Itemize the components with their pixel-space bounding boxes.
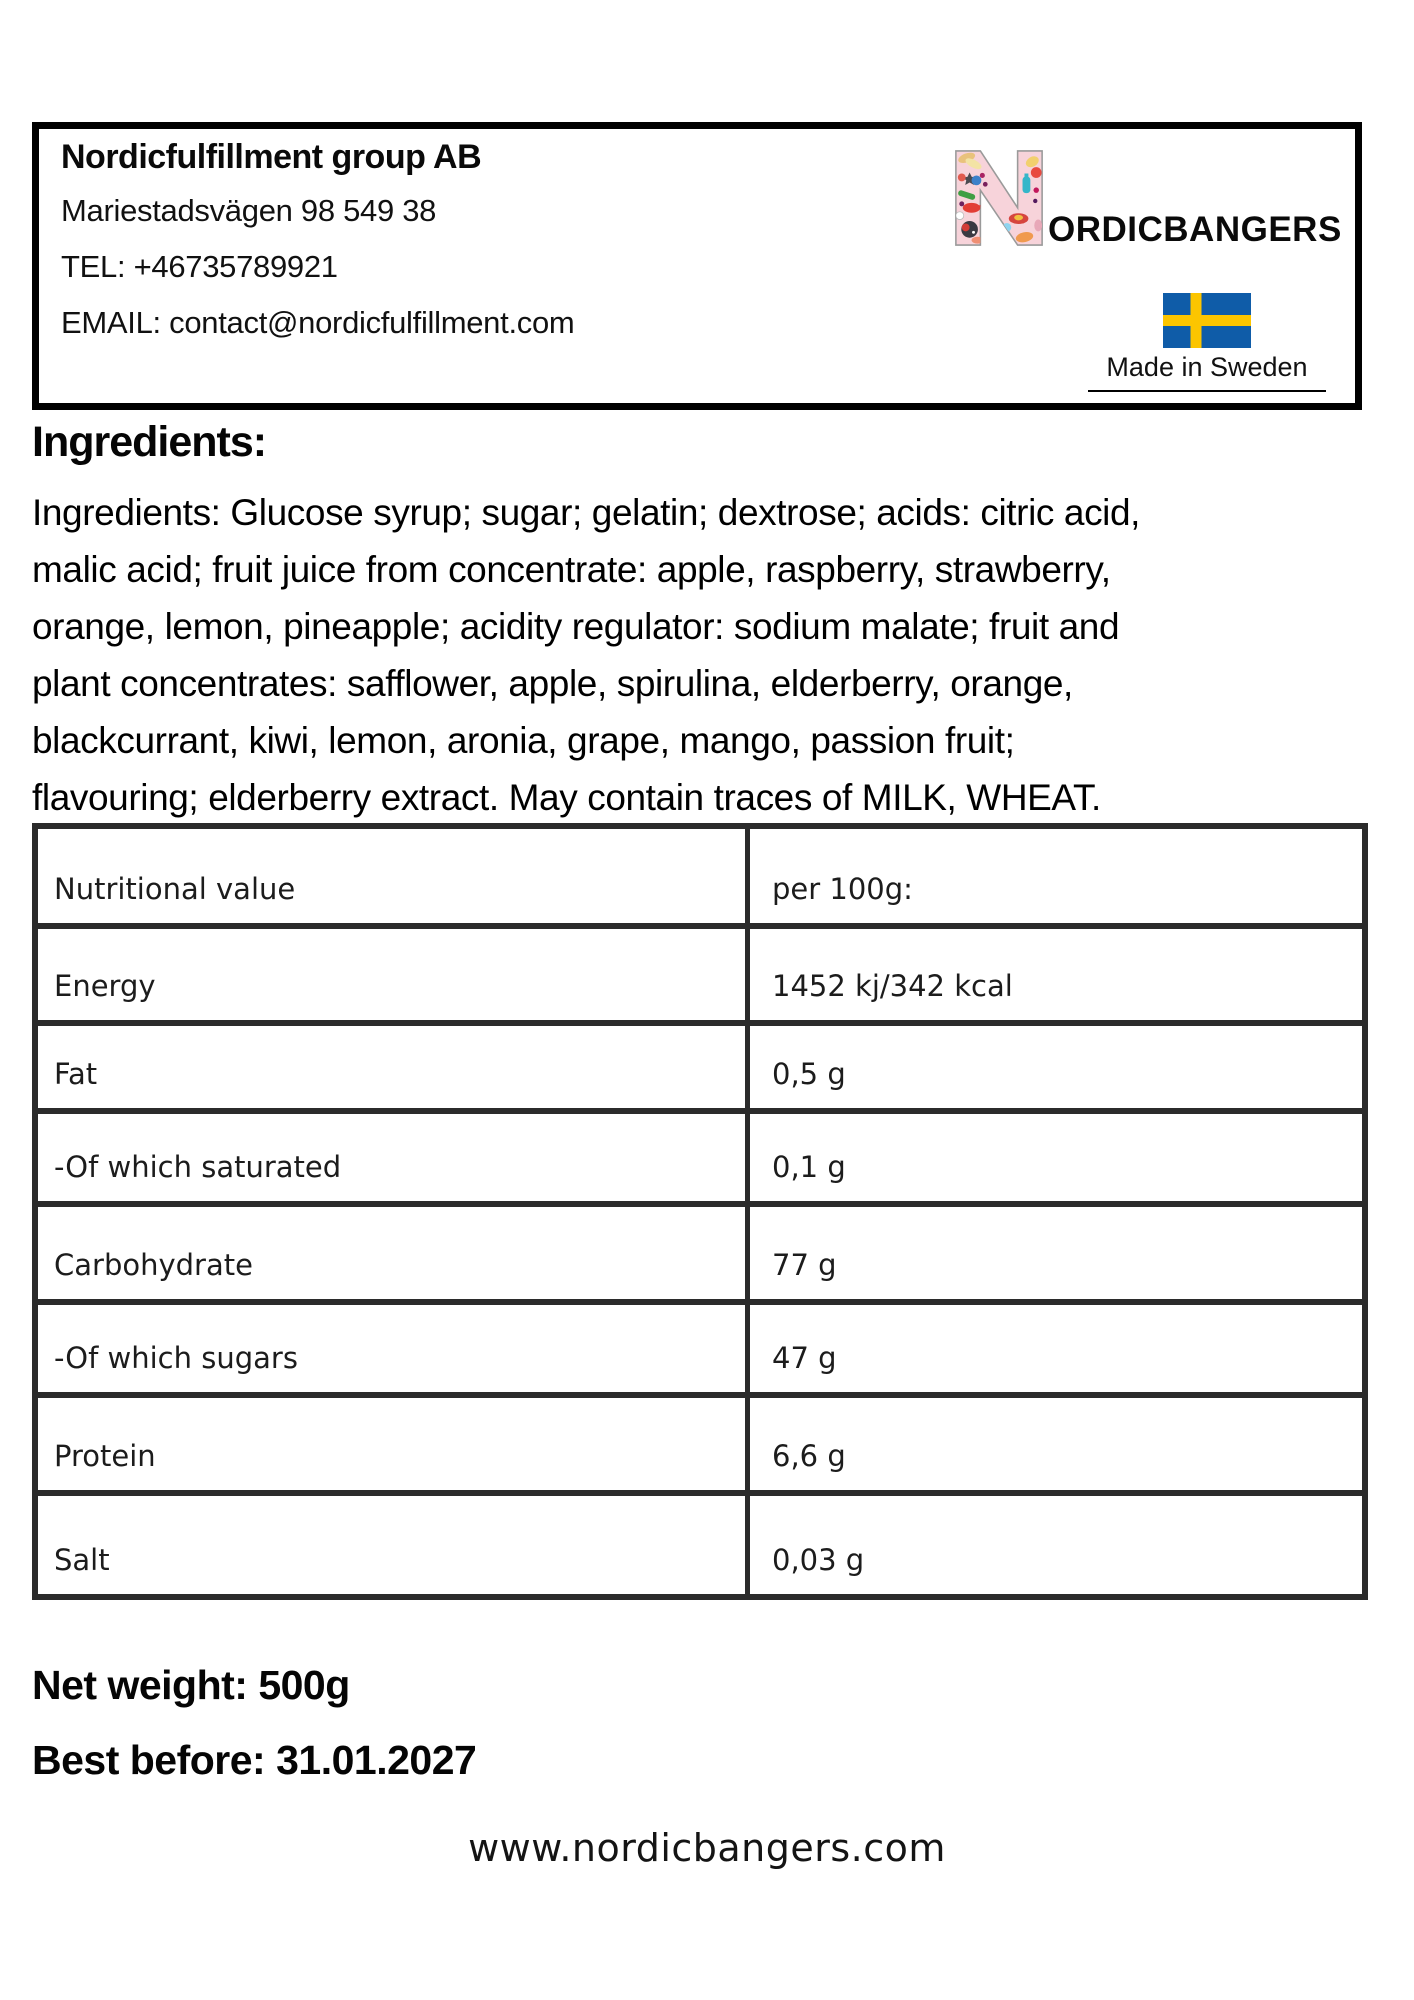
nutrition-row-label: -Of which saturated	[38, 1114, 750, 1207]
ingredient-line: blackcurrant, kiwi, lemon, aronia, grape, mango, passion fruit;	[32, 720, 1015, 761]
nutrition-row-label: Salt	[38, 1496, 750, 1594]
nutrition-row-value: 0,03 g	[772, 1543, 865, 1577]
nutrition-row-value: 77 g	[750, 1207, 1362, 1305]
nutrition-row-label: Energy	[38, 929, 750, 1026]
nutrition-row-label: Fat	[38, 1026, 750, 1114]
made-in-sweden-label: Made in Sweden	[1088, 352, 1326, 392]
nutrition-row-value: 0,5 g	[750, 1026, 1362, 1114]
nutrition-row-value: 47 g	[750, 1305, 1362, 1398]
ingredient-line: orange, lemon, pineapple; acidity regulator: sodium malate; fruit and	[32, 606, 1120, 647]
best-before-label: Best before: 31.01.2027	[32, 1737, 477, 1783]
website-url: www.nordicbangers.com	[468, 1826, 946, 1870]
sweden-flag-icon	[1163, 293, 1251, 348]
company-name: Nordicfulfillment group AB	[61, 138, 482, 176]
nutrition-row-label: -Of which sugars	[38, 1305, 750, 1398]
company-email: EMAIL: contact@nordicfulfillment.com	[61, 305, 575, 340]
company-phone: TEL: +46735789921	[61, 249, 338, 284]
nutrition-row-value: 6,6 g	[750, 1398, 1362, 1496]
logo-n-icon	[950, 147, 1048, 249]
nutrition-row-label: Protein	[38, 1398, 750, 1496]
nutrition-row-value: 1452 kj/342 kcal	[750, 929, 1362, 1026]
ingredient-line: malic acid; fruit juice from concentrate: apple, raspberry, strawberry,	[32, 549, 1111, 590]
nutrition-row-value: 0,1 g	[750, 1114, 1362, 1207]
net-weight-label: Net weight: 500g	[32, 1662, 350, 1708]
nutrition-header-label: Nutritional value	[38, 829, 750, 929]
ingredient-line: Ingredients: Glucose syrup; sugar; gelatin; dextrose; acids: citric acid,	[32, 492, 1141, 533]
logo-wordmark: ORDICBANGERS	[1048, 210, 1342, 249]
company-address: Mariestadsvägen 98 549 38	[61, 193, 437, 228]
nutrition-table	[32, 823, 1368, 1600]
ingredients-text	[32, 484, 1402, 826]
nutrition-header-value: per 100g:	[750, 829, 1362, 929]
nutrition-row-label: Carbohydrate	[38, 1207, 750, 1305]
ingredient-line: plant concentrates: safflower, apple, spirulina, elderberry, orange,	[32, 663, 1073, 704]
ingredient-line: flavouring; elderberry extract. May contain traces of MILK, WHEAT.	[32, 777, 1101, 818]
ingredients-heading: Ingredients:	[32, 418, 267, 466]
